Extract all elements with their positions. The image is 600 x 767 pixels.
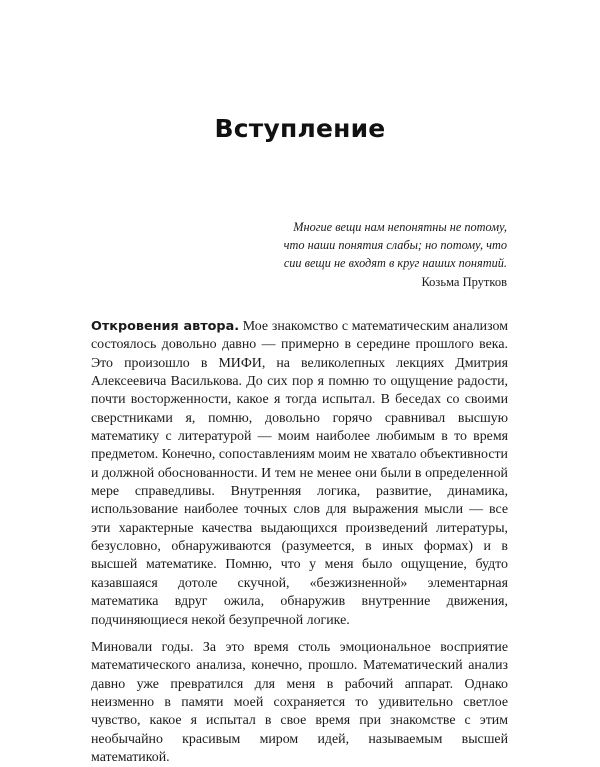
epigraph-line-2: что наши понятия слабы; но потому, что: [283, 238, 507, 252]
epigraph-line-3: сии вещи не входят в круг наших понятий.: [283, 256, 507, 270]
body-text: [91, 318, 508, 767]
paragraph-lead: Откровения автора.: [91, 319, 240, 334]
epigraph: [250, 218, 507, 272]
paragraph-1: [91, 318, 508, 630]
epigraph-author: Козьма Прутков: [421, 275, 507, 289]
paragraph-text: Мое знакомство с математическим анализом состоялось довольно давно — примерно в середине прошлого века. Это произошло в МИФИ, на великолепных лекциях Дмитрия Алексеевича Василькова. До сих пор я помню то ощущение радости, почти восторженности, какое я тогда испытал. В беседах со своими сверстниками я, помню, довольно горячо сравнивал высшую математику с литературой — моим наиболее любимым в то время предметом. Конечно, сопоставлениям моим не хватало объективности и должной обоснованности. И тем не менее они были в определенной мере справедливы. Внутренняя логика, развитие, динамика, использование наиболее точных слов для выражения мысли — все эти характерные качества выдающихся произведений литературы, безусловно, обнаруживаются (разумеется, в иных формах) и в высшей математике. Помню, что у меня было ощущение, будто казавшаяся дотоле скучной, «безжизненной» элементарная математика вдруг ожила, обнаружив внутренние движения, подчиняющиеся некой безупречной логике.: [91, 319, 508, 628]
paragraph-2: [91, 639, 508, 767]
paragraph-text: Миновали годы. За это время столь эмоциональное восприятие математического анализа, конечно, прошло. Математический анализ давно уже превратился для меня в рабочий аппарат. Однако неизменно в памяти моей сохраняется то удивительно светлое чувство, какое я испытал в свое время при знакомстве с этим необычайно красивым миром идей, называемым высшей математикой.: [91, 639, 508, 765]
epigraph-line-1: Многие вещи нам непонятны не потому,: [293, 220, 507, 234]
chapter-title: Вступление: [214, 114, 386, 143]
